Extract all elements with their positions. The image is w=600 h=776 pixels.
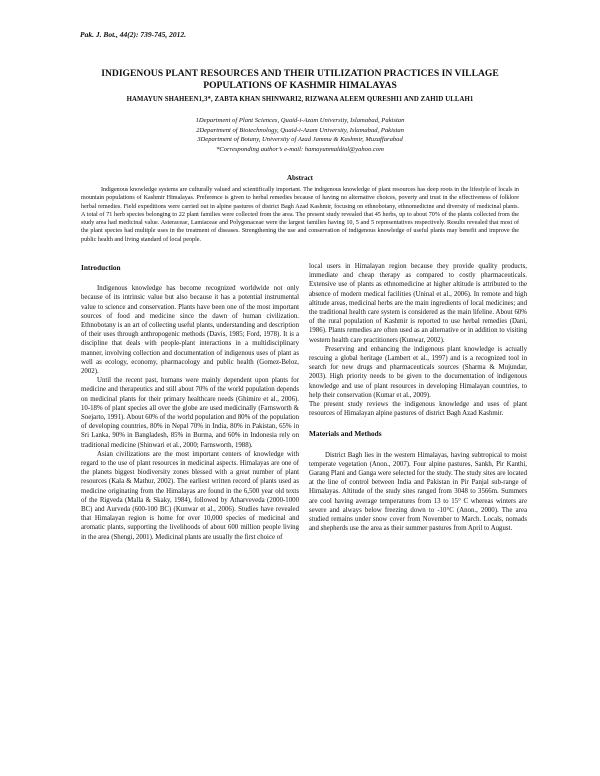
affiliation-2: 2Department of Biotechnology, Quaid-i-Azam University, Islamabad, Pakistan	[196, 126, 404, 134]
abstract-text: Indigenous knowledge systems are culturally valued and scientifically important. The indigenous knowledge of plant resources has deep roots in the lifestyle of locals in mountain populations of Kashmir Himalayas. Preference is given to herbal remedies because of having no alternative choices, poverty and trust in the effectiveness of folklore herbal remedies. Field expeditions were carried out in alpine pastures of district Bagh Azad Kashmir, focusing on ethnobotany, ethnomedicine and diversity of medicinal plants. A total of 71 herb species belonging to 22 plant families were collected from the area. The present study revealed that 45 herbs, up to about 70% of the plants collected from the study area had medicinal value. Asteraceae, Lamiaceae and Polygonaceae were the largest families having 10, 5 and 5 representatives respectively. Results revealed that most of the plant species had multiple uses in the treatment of diseases. Strengthening the use and conservation of indigenous knowledge of useful plants may benefit and improve the public health and living standard of local people.	[81, 187, 519, 243]
intro-paragraph-4: local users in Himalayan region because they provide quality products, immediate and cheap therapy as compared to costly pharmaceuticals. Extensive use of plants as ethnomedicine at higher altitude is attributed to the absence of modern medical facilities (Uninal et al., 2006). In remote and high altitude areas, medicinal herbs are the main ingredients of local medicines; and the traditional health care system is considered as the main lifeline. About 60% of the rural population of Kashmir is reported to use herbal remedies (Dani, 1986). Plants remedies are often used as an alternative or in addition to visiting western health care practitioners (Kunwar, 2002).	[309, 263, 527, 344]
intro-paragraph-3: Asian civilizations are the most important centers of knowledge with regard to the use of plant resources in medicinal aspects. Himalayas are one of the planets biggest biodiversity zones blessed with a great number of plant resources (Kala & Mathur, 2002). The earliest written record of plants used as medicine originating from the Himalayas are found in the 6,500 year old texts of the Rigveda (Malla & Skaky, 1984), followed by Atharveveda (2000-1000 BC) and Aurveda (600-100 BC) (Kunwar et al., 2006). Studies have revealed that Himalayan region is home for over 10,000 species of medicinal and aromatic plants, supporting the livelihoods of about 600 million people living in the area (Shengi, 2001). Medicinal plants are usually the first choice of	[81, 450, 299, 541]
intro-paragraph-1: Indigenous knowledge has become recognized worldwide not only because of its intrinsic value but also because it has a potential instrumental value to science and conservation. Plants have been one of the most important sources of food and medicine since the dawn of human civilization. Ethnobotany is an art of collecting useful plants, understanding and description of their uses through anthropogenic methods (Davis, 1985; Ford, 1978). It is a discipline that deals with people-plant interactions in a multidisciplinary manner, involving collection and documentation of indigenous uses of plant as well as ecology, economy, pharmacology and public health (Gomez-Beloz, 2002).	[81, 285, 299, 376]
intro-paragraph-6: The present study reviews the indigenous knowledge and uses of plant resources of Himalayan alpine pastures of district Bagh Azad Kashmir.	[309, 401, 527, 418]
corresponding-author-email: *Corresponding author’s e-mail: hamayunmaldial@yahoo.com	[216, 145, 384, 153]
author-list: HAMAYUN SHAHEEN1,3*, ZABTA KHAN SHINWARI2, RIZWANA ALEEM QURESHI1 AND ZAHID ULLAH1	[126, 96, 474, 103]
affiliation-1: 1Department of Plant Sciences, Quaid-i-Azam University, Islamabad, Pakistan	[195, 117, 405, 124]
abstract-heading: Abstract	[286, 174, 314, 182]
affiliation-3: 3Department of Botany, University of Azad Jammu & Kashmir, Muzaffarabad	[197, 136, 403, 144]
intro-paragraph-5: Preserving and enhancing the indigenous plant knowledge is actually rescuing a global heritage (Lambert et al., 1997) and is a recognized tool in search for new drugs and pharmaceuticals sources (Sharma & Mujundar, 2003). High priority needs to be given to the documentation of indigenous knowledge and use of plant resources in developing Himalayan countries, to help their conservation (Kumar et al., 2009).	[309, 345, 527, 399]
left-column	[81, 263, 299, 542]
paper-title: INDIGENOUS PLANT RESOURCES AND THEIR UTILIZATION PRACTICES IN VILLAGE POPULATIONS OF KASHMIR HIMALAYAS	[101, 68, 499, 91]
right-column	[309, 262, 527, 533]
affiliations	[80, 116, 520, 154]
methods-heading: Materials and Methods	[309, 429, 382, 439]
methods-paragraph-1: District Bagh lies in the western Himalayas, having subtropical to moist temperate vegetation (Anon., 2007). Four alpine pastures, Sankh, Pir Kanthi, Garang Plani and Ganga were selected for the study. The study sites are located at the line of control between India and Pakistan in Pir Panjal sub-range of Himalayas. Altitude of the study sites ranged from 3048 to 3566m. Summers are cool having average temperatures from 13 to 15° C whereas winters are severe and always below freezing down to -10°C (Anon., 2000). The area studied remains under snow cover from November to March. Locals, nomads and shepherds use the area as their summer pastures from April to August.	[309, 451, 527, 533]
journal-citation: Pak. J. Bot., 44(2): 739-745, 2012.	[80, 30, 187, 39]
introduction-heading: Introduction	[81, 263, 121, 272]
intro-paragraph-2: Until the recent past, humans were mainly dependent upon plants for medicine and therapeutics and still about 70% of the world population depends on medicinal plants for their primary healthcare needs (Ghimire et al., 2006). 10-18% of plant species all over the globe are used medicinally (Farnsworth & Soejarto, 1991). About 60% of the world population and 80% of the population of developing countries, 80% in Nepal 70% in India, 80% in Pakistan, 65% in Sri Lanka, 90% in Bangladesh, 85% in Burma, and 60% in Indonesia rely on traditional medicine (Shinwari et al., 2000; Farnsworth, 1988).	[81, 377, 299, 449]
